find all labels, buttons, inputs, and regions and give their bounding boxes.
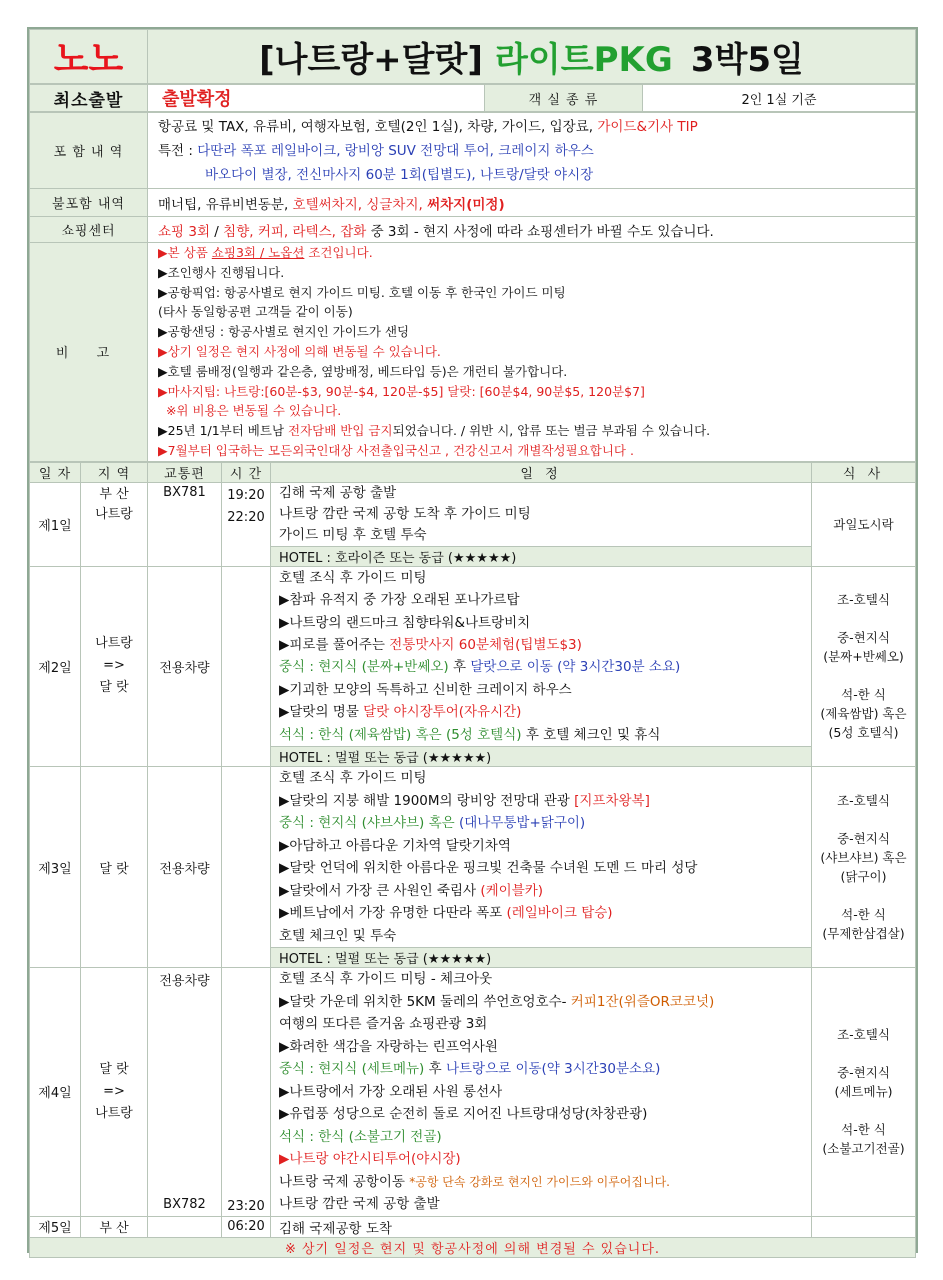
day3-meal: 조-호텔식 중-현지식 (샤브샤브) 혹은 (닭구이) 석-한 식 (무제한삼겹살)	[812, 767, 916, 968]
day1-time: 19:20 22:20	[222, 482, 271, 566]
exclude-label: 불포함 내역	[30, 189, 148, 217]
day2-row	[30, 566, 916, 746]
schedule-table	[29, 462, 916, 1258]
day3-hotel: HOTEL : 멀펄 또는 동급 (★★★★★)	[271, 948, 812, 968]
day3-region: 달 랏	[81, 767, 148, 968]
day3-time	[222, 767, 271, 968]
col-itinerary: 일 정	[271, 462, 812, 482]
day2-transport: 전용차량	[148, 566, 222, 766]
day1-region: 부 산 나트랑	[81, 482, 148, 566]
day5-row	[30, 1216, 916, 1237]
day4-row	[30, 968, 916, 1217]
title-cell	[148, 30, 916, 84]
day4-region: 달 랏 => 나트랑	[81, 968, 148, 1217]
min-departure-label: 최소출발	[30, 85, 148, 112]
day1-label: 제1일	[30, 482, 81, 566]
title-left: [나트랑+달랏]	[259, 40, 483, 80]
day2-hotel: HOTEL : 멀펄 또는 동급 (★★★★★)	[271, 747, 812, 767]
notes-label: 비 고	[30, 243, 148, 462]
header-table	[29, 29, 916, 84]
include-content: 항공료 및 TAX, 유류비, 여행자보험, 호텔(2인 1실), 차량, 가이드, 입장료, 가이드&기사 TIP 특전 : 다딴라 폭포 레일바이크, 랑비앙 SUV 전망대 투어, 크레이지 하우스 바오다이 별장, 전신마사지 60분 1회(팁별도), 나트랑/달랏 야시장	[148, 113, 916, 189]
brand-cell	[30, 30, 148, 84]
day3-label: 제3일	[30, 767, 81, 968]
col-day: 일 자	[30, 462, 81, 482]
day3-row	[30, 767, 916, 948]
col-time: 시 간	[222, 462, 271, 482]
col-transport: 교통편	[148, 462, 222, 482]
footer-row	[30, 1237, 916, 1257]
day1-hotel: HOTEL : 호라이즌 또는 동급 (★★★★★)	[271, 546, 812, 566]
col-region: 지 역	[81, 462, 148, 482]
brand-logo: 노노	[53, 39, 124, 80]
day5-label: 제5일	[30, 1216, 81, 1237]
col-meal: 식 사	[812, 462, 916, 482]
day1-meal: 과일도시락	[812, 482, 916, 566]
include-label: 포 함 내 역	[30, 113, 148, 189]
day4-time: 23:20	[222, 968, 271, 1217]
day2-time	[222, 566, 271, 766]
day4-label: 제4일	[30, 968, 81, 1217]
day1-transport: BX781	[148, 482, 222, 566]
day1-row	[30, 482, 916, 546]
footer-note: ※ 상기 일정은 현지 및 항공사정에 의해 변경될 수 있습니다.	[30, 1237, 916, 1257]
schedule-header-row	[30, 462, 916, 482]
room-type-value: 2인 1실 기준	[643, 85, 916, 112]
title-mid: 라이트PKG	[495, 40, 673, 80]
day4-meal: 조-호텔식 중-현지식 (세트메뉴) 석-한 식 (소불고기전골)	[812, 968, 916, 1217]
day5-transport	[148, 1216, 222, 1237]
day3-transport: 전용차량	[148, 767, 222, 968]
info-table	[29, 84, 916, 112]
day5-region: 부 산	[81, 1216, 148, 1237]
exclude-content: 매너팁, 유류비변동분, 호텔써차지, 싱글차지, 써차지(미정)	[148, 189, 916, 217]
day5-itinerary: 김해 국제공항 도착	[271, 1216, 812, 1237]
day2-label: 제2일	[30, 566, 81, 766]
room-type-label: 객 실 종 류	[485, 85, 643, 112]
day4-itinerary: 호텔 조식 후 가이드 미팅 - 체크아웃 ▶달랏 가운데 위치한 5KM 둘레의 쑤언흐엉호수- 커피1잔(위즐OR코코넛) 여행의 또다른 즐거움 쇼핑관광 3회 ▶화려한 색감을 자랑하는 린프억사원 중식 : 현지식 (세트메뉴) 후 나트랑으로 이동(약 3시간30분소요) ▶나트랑에서 가장 오래된 사원 롱선사 ▶유럽풍 성당으로 순전히 돌로 지어진 나트랑대성당(차창관광) 석식 : 한식 (소불고기 전골) ▶나트랑 야간시티투어(야시장) 나트랑 국제 공항이동 *공항 단속 강화로 현지인 가이드와 이루어집니다. 나트랑 깜란 국제 공항 출발	[271, 968, 812, 1217]
details-table	[29, 112, 916, 462]
notes-content: ▶본 상품 쇼핑3회 / 노옵션 조건입니다. ▶조인행사 진행됩니다. ▶공항픽업: 항공사별로 현지 가이드 미팅. 호텔 이동 후 한국인 가이드 미팅 (타사 동일항공편 고객들 같이 이동) ▶공항샌딩 : 항공사별로 현지인 가이드가 샌딩 ▶상기 일정은 현지 사정에 의해 변동될 수 있습니다. ▶호텔 룸배정(일행과 같은층, 옆방배정, 베드타입 등)은 개런티 불가합니다. ▶마사지팁: 나트랑:[60분-$3, 90분-$4, 120분-$5] 달랏: [60분$4, 90분$5, 120분$7] ※위 비용은 변동될 수 있습니다. ▶25년 1/1부터 베트남 전자담배 반입 금지되었습니다. / 위반 시, 압류 또는 벌금 부과됨 수 있습니다. ▶7월부터 입국하는 모든외국인대상 사전출입국신고 , 건강신고서 개별작성필요합니다 .	[148, 243, 916, 462]
day2-itinerary: 호텔 조식 후 가이드 미팅 ▶참파 유적지 중 가장 오래된 포나가르탑 ▶나트랑의 랜드마크 침향타워&나트랑비치 ▶피로를 풀어주는 전통맛사지 60분체험(팁별도$3) 중식 : 현지식 (분짜+반쎄오) 후 달랏으로 이동 (약 3시간30분 소요) ▶기괴한 모양의 독특하고 신비한 크레이지 하우스 ▶달랏의 명물 달랏 야시장투어(자유시간) 석식 : 한식 (제육쌈밥) 혹은 (5성 호텔식) 후 호텔 체크인 및 휴식	[271, 566, 812, 746]
day5-meal	[812, 1216, 916, 1237]
shopping-label: 쇼핑센터	[30, 217, 148, 243]
day2-meal: 조-호텔식 중-현지식 (분짜+반쎄오) 석-한 식 (제육쌈밥) 혹은 (5성 호텔식)	[812, 566, 916, 766]
day1-itinerary: 김해 국제 공항 출발 나트랑 깜란 국제 공항 도착 후 가이드 미팅 가이드 미팅 후 호텔 투숙	[271, 482, 812, 546]
itinerary-sheet	[27, 27, 918, 1257]
shopping-content: 쇼핑 3회 / 침향, 커피, 라텍스, 잡화 중 3회 - 현지 사정에 따라 쇼핑센터가 바뀔 수도 있습니다.	[148, 217, 916, 243]
day3-itinerary: 호텔 조식 후 가이드 미팅 ▶달랏의 지붕 해발 1900M의 랑비앙 전망대 관광 [지프차왕복] 중식 : 현지식 (샤브샤브) 혹은 (대나무통밥+닭구이) ▶아담하고 아름다운 기차역 달랏기차역 ▶달랏 언덕에 위치한 아름다운 핑크빛 건축물 수녀원 도멘 드 마리 성당 ▶달랏에서 가장 큰 사원인 죽림사 (케이블카) ▶베트남에서 가장 유명한 다딴라 폭포 (레일바이크 탑승) 호텔 체크인 및 투숙	[271, 767, 812, 948]
title-right: 3박5일	[690, 40, 804, 80]
day2-region: 나트랑 => 달 랏	[81, 566, 148, 766]
day5-time: 06:20	[222, 1216, 271, 1237]
day4-transport: 전용차량 BX782	[148, 968, 222, 1217]
min-departure-value: 출발확정	[148, 85, 485, 112]
